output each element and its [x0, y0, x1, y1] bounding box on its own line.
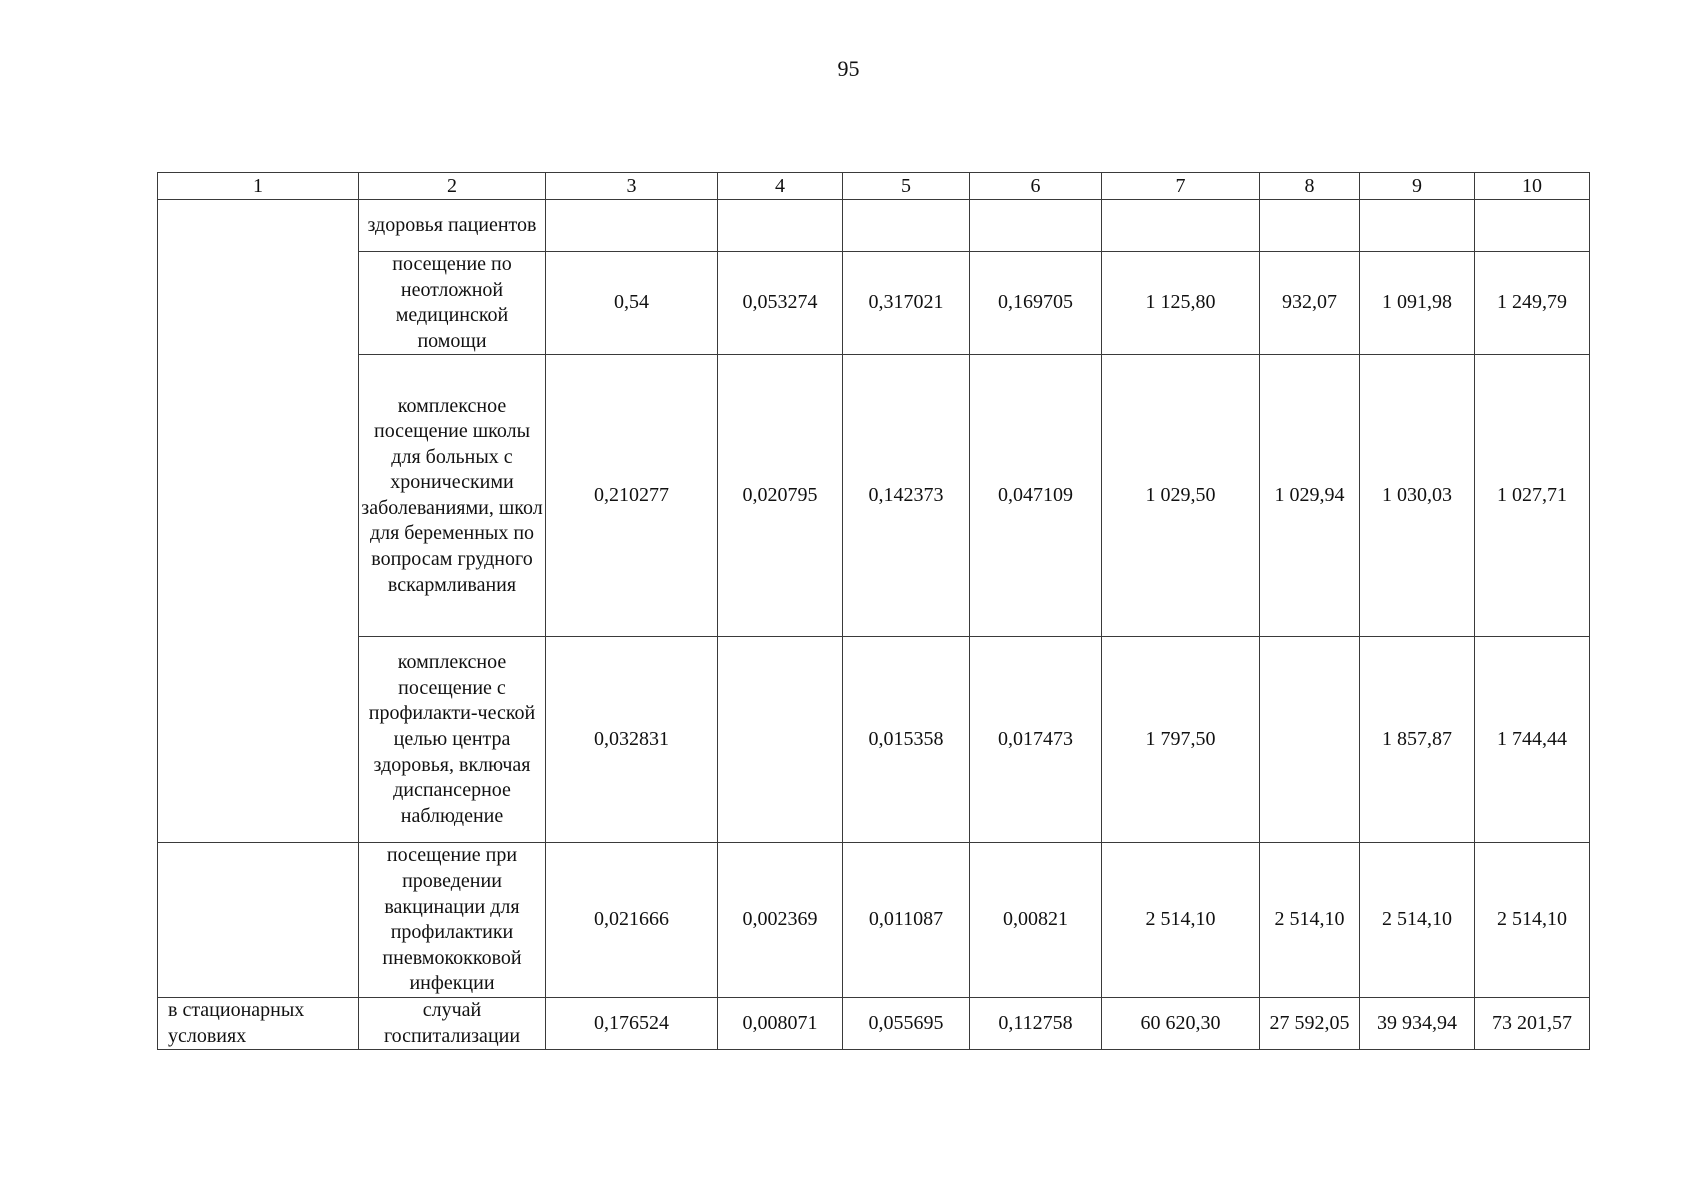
- value-cell: 0,021666: [546, 843, 718, 998]
- unit-cell: посещение при проведении вакцинации для профилактики пневмококковой инфекции: [359, 843, 546, 998]
- value-cell: 1 029,94: [1260, 355, 1360, 637]
- column-number: 9: [1360, 173, 1475, 200]
- column-number: 7: [1102, 173, 1260, 200]
- unit-cell: посещение по неотложной медицинской помощи: [359, 252, 546, 355]
- value-cell: 0,002369: [718, 843, 843, 998]
- value-cell: [843, 200, 970, 252]
- value-cell: 2 514,10: [1260, 843, 1360, 998]
- value-cell: [1102, 200, 1260, 252]
- value-cell: 0,017473: [970, 637, 1102, 843]
- value-cell: 0,169705: [970, 252, 1102, 355]
- value-cell: 0,210277: [546, 355, 718, 637]
- value-cell: 0,032831: [546, 637, 718, 843]
- unit-cell: комплексное посещение школы для больных с хроническими заболеваниями, школ для беременных по вопросам грудного вскармливания: [359, 355, 546, 637]
- table-row: [158, 252, 1590, 355]
- value-cell: 0,54: [546, 252, 718, 355]
- value-cell: 73 201,57: [1475, 997, 1590, 1049]
- value-cell: 2 514,10: [1360, 843, 1475, 998]
- value-cell: 0,008071: [718, 997, 843, 1049]
- value-cell: 0,142373: [843, 355, 970, 637]
- value-cell: 1 091,98: [1360, 252, 1475, 355]
- value-cell: 1 857,87: [1360, 637, 1475, 843]
- value-cell: [1260, 637, 1360, 843]
- data-table: [157, 172, 1590, 1050]
- value-cell: [718, 637, 843, 843]
- unit-cell: случай госпитализации: [359, 997, 546, 1049]
- column-number: 10: [1475, 173, 1590, 200]
- value-cell: 0,011087: [843, 843, 970, 998]
- column-number: 3: [546, 173, 718, 200]
- table-row: [158, 200, 1590, 252]
- column-number: 1: [158, 173, 359, 200]
- value-cell: 1 029,50: [1102, 355, 1260, 637]
- column-number: 2: [359, 173, 546, 200]
- value-cell: 0,176524: [546, 997, 718, 1049]
- value-cell: 1 030,03: [1360, 355, 1475, 637]
- column-number: 8: [1260, 173, 1360, 200]
- value-cell: 27 592,05: [1260, 997, 1360, 1049]
- value-cell: 0,053274: [718, 252, 843, 355]
- value-cell: 39 934,94: [1360, 997, 1475, 1049]
- category-cell: [158, 200, 359, 843]
- column-number: 4: [718, 173, 843, 200]
- table-row: [158, 843, 1590, 998]
- category-cell: в стационарных условиях: [158, 997, 359, 1049]
- value-cell: 60 620,30: [1102, 997, 1260, 1049]
- column-number: 6: [970, 173, 1102, 200]
- value-cell: 1 125,80: [1102, 252, 1260, 355]
- value-cell: 1 744,44: [1475, 637, 1590, 843]
- category-cell: [158, 843, 359, 998]
- page-number: 95: [837, 56, 860, 81]
- value-cell: [1475, 200, 1590, 252]
- value-cell: 0,112758: [970, 997, 1102, 1049]
- value-cell: 2 514,10: [1475, 843, 1590, 998]
- value-cell: 1 249,79: [1475, 252, 1590, 355]
- value-cell: 932,07: [1260, 252, 1360, 355]
- value-cell: 0,015358: [843, 637, 970, 843]
- value-cell: [718, 200, 843, 252]
- value-cell: [1360, 200, 1475, 252]
- unit-cell: комплексное посещение с профилакти-ческой целью центра здоровья, включая диспансерное наблюдение: [359, 637, 546, 843]
- value-cell: 0,047109: [970, 355, 1102, 637]
- value-cell: 0,317021: [843, 252, 970, 355]
- unit-cell: здоровья пациентов: [359, 200, 546, 252]
- table-row: [158, 637, 1590, 843]
- column-number-row: [158, 173, 1590, 200]
- column-number: 5: [843, 173, 970, 200]
- value-cell: 1 027,71: [1475, 355, 1590, 637]
- value-cell: 0,020795: [718, 355, 843, 637]
- value-cell: 0,00821: [970, 843, 1102, 998]
- value-cell: [546, 200, 718, 252]
- value-cell: 2 514,10: [1102, 843, 1260, 998]
- table-row: [158, 355, 1590, 637]
- value-cell: 1 797,50: [1102, 637, 1260, 843]
- table-row: [158, 997, 1590, 1049]
- value-cell: [1260, 200, 1360, 252]
- value-cell: [970, 200, 1102, 252]
- value-cell: 0,055695: [843, 997, 970, 1049]
